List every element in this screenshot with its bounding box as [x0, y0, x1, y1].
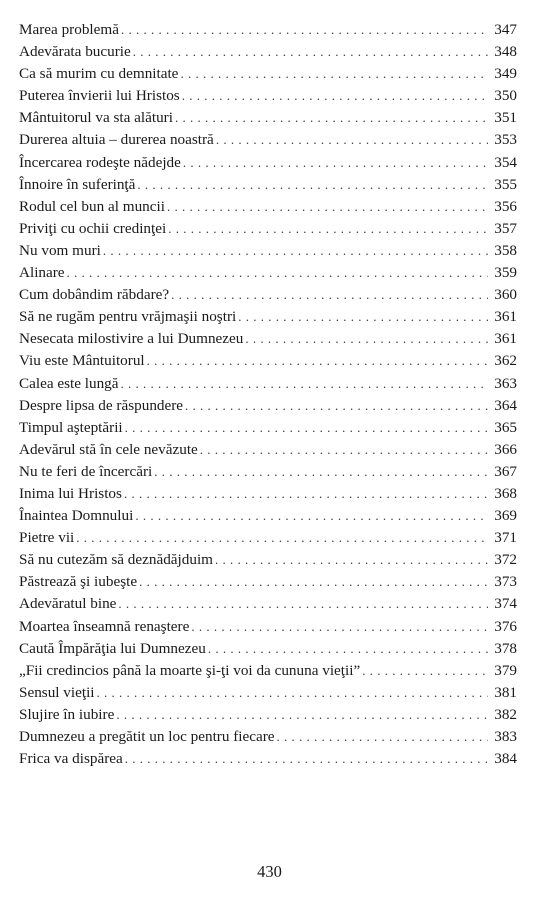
toc-entry[interactable]	[19, 748, 517, 770]
toc-entry-title: Ca să murim cu demnitate	[19, 65, 179, 83]
toc-entry-page: 371	[494, 529, 517, 547]
toc-entry-title: Înnoire în suferinţă	[19, 175, 136, 193]
dot-leader	[154, 461, 488, 483]
toc-entry-title: Adevăratul bine	[19, 595, 117, 613]
toc-entry-page: 361	[494, 308, 517, 326]
toc-entry-page: 383	[494, 728, 517, 745]
toc-entry[interactable]	[19, 660, 517, 682]
toc-entry[interactable]	[19, 262, 517, 284]
toc-entry-page: 363	[494, 374, 517, 392]
toc-entry-page: 378	[494, 639, 517, 657]
toc-entry-title: Marea problemă	[19, 21, 119, 38]
toc-entry-title: Moartea înseamnă renaştere	[19, 617, 190, 635]
dot-leader	[245, 328, 488, 350]
toc-entry-page: 353	[494, 131, 517, 149]
toc-entry-page: 361	[494, 330, 517, 348]
dot-leader	[103, 240, 488, 262]
toc-entry-title: Puterea învierii lui Hristos	[19, 87, 180, 105]
toc-entry-title: Despre lipsa de răspundere	[19, 396, 184, 414]
toc-entry-title: Dumnezeu a pregătit un loc pentru fiecare	[19, 728, 275, 745]
toc-entry-page: 384	[494, 750, 517, 768]
dot-leader	[167, 196, 488, 218]
toc-entry[interactable]	[19, 284, 517, 306]
toc-entry[interactable]	[19, 306, 517, 328]
dot-leader	[216, 129, 488, 151]
dot-leader	[180, 63, 488, 85]
toc-entry-page: 358	[494, 241, 517, 259]
toc-entry-title: Nu te feri de încercări	[19, 462, 153, 480]
toc-entry[interactable]	[19, 616, 517, 638]
toc-entry-page: 360	[494, 286, 517, 304]
dot-leader	[175, 107, 488, 129]
dot-leader	[185, 395, 488, 417]
toc-entry-title: Adevărul stă în cele nevăzute	[19, 440, 198, 458]
dot-leader	[67, 262, 488, 284]
toc-entry[interactable]	[19, 328, 517, 350]
toc-entry-page: 355	[494, 175, 517, 193]
toc-entry[interactable]	[19, 85, 517, 107]
toc-entry-page: 367	[494, 462, 517, 480]
toc-entry-page: 365	[494, 418, 517, 436]
dot-leader	[118, 593, 488, 615]
toc-entry[interactable]	[19, 593, 517, 615]
toc-entry-title: Nu vom muri	[19, 241, 101, 259]
dot-leader	[125, 417, 488, 439]
toc-entry[interactable]	[19, 41, 517, 63]
toc-entry-title: Durerea altuia – durerea noastră	[19, 131, 214, 149]
toc-entry-title: Timpul aşteptării	[19, 418, 123, 436]
dot-leader	[183, 152, 488, 174]
dot-leader	[76, 527, 488, 549]
toc-entry[interactable]	[19, 704, 517, 726]
toc-entry-title: Încercarea rodeşte nădejde	[19, 153, 181, 171]
toc-entry[interactable]	[19, 19, 517, 41]
dot-leader	[191, 616, 488, 638]
toc-entry-title: Sensul vieţii	[19, 683, 95, 701]
toc-entry[interactable]	[19, 63, 517, 85]
toc-entry-page: 357	[494, 219, 517, 237]
dot-leader	[208, 638, 488, 660]
dot-leader	[215, 549, 488, 571]
dot-leader	[97, 682, 488, 704]
toc-entry-title: Cum dobândim răbdare?	[19, 286, 170, 304]
toc-entry-title: Adevărata bucurie	[19, 43, 131, 61]
toc-entry[interactable]	[19, 196, 517, 218]
toc-entry-title: Să nu cutezăm să deznădăjduim	[19, 551, 213, 569]
dot-leader	[182, 85, 488, 107]
toc-entry-page: 381	[494, 683, 517, 701]
toc-entry-page: 376	[494, 617, 517, 635]
dot-leader	[238, 306, 488, 328]
toc-entry-title: Rodul cel bun al muncii	[19, 197, 165, 215]
toc-entry[interactable]	[19, 395, 517, 417]
dot-leader	[121, 373, 488, 395]
dot-leader	[124, 483, 488, 505]
toc-entry-title: Pietre vii	[19, 529, 75, 547]
toc-entry[interactable]	[19, 549, 517, 571]
toc-entry[interactable]	[19, 461, 517, 483]
toc-entry-title: Calea este lungă	[19, 374, 119, 392]
toc-entry-title: Viu este Mântuitorul	[19, 352, 145, 370]
toc-entry[interactable]	[19, 505, 517, 527]
toc-entry-page: 347	[494, 21, 517, 38]
page-number: 430	[257, 862, 282, 881]
toc-entry[interactable]	[19, 129, 517, 151]
toc-entry-page: 349	[494, 65, 517, 83]
toc-entry[interactable]	[19, 174, 517, 196]
toc-entry-title: Frica va dispărea	[19, 750, 123, 768]
toc-entry[interactable]	[19, 107, 517, 129]
toc-entry-page: 354	[494, 153, 517, 171]
toc-entry-page: 368	[494, 484, 517, 502]
dot-leader	[362, 660, 488, 682]
toc-entry-page: 366	[494, 440, 517, 458]
toc-entry-page: 372	[494, 551, 517, 569]
toc-entry[interactable]	[19, 638, 517, 660]
toc-entry[interactable]	[19, 527, 517, 549]
toc-entry[interactable]	[19, 152, 517, 174]
toc-entry[interactable]	[19, 483, 517, 505]
toc-entry[interactable]	[19, 417, 517, 439]
dot-leader	[139, 571, 488, 593]
toc-entry-page: 379	[494, 661, 517, 679]
toc-entry-title: Păstrează şi iubeşte	[19, 573, 138, 591]
toc-entry-page: 373	[494, 573, 517, 591]
toc-entry[interactable]	[19, 240, 517, 262]
dot-leader	[133, 41, 488, 63]
dot-leader	[277, 726, 488, 748]
dot-leader	[147, 350, 488, 372]
toc-entry-page: 348	[494, 43, 517, 61]
toc-entry-title: Nesecata milostivire a lui Dumnezeu	[19, 330, 244, 348]
toc-entry[interactable]	[19, 571, 517, 593]
toc-entry-page: 356	[494, 197, 517, 215]
toc-entry[interactable]	[19, 726, 517, 748]
toc-entry-page: 351	[494, 109, 517, 127]
toc-entry[interactable]	[19, 350, 517, 372]
toc-entry[interactable]	[19, 218, 517, 240]
dot-leader	[125, 748, 488, 770]
toc-entry-title: Caută Împărăţia lui Dumnezeu	[19, 639, 206, 657]
toc-entry[interactable]	[19, 373, 517, 395]
dot-leader	[116, 704, 488, 726]
dot-leader	[200, 439, 488, 461]
toc-entry[interactable]	[19, 682, 517, 704]
toc-entry-title: Priviţi cu ochii credinţei	[19, 219, 167, 237]
toc-entry-title: „Fii credincios până la moarte şi-ţi voi da cununa vieţii”	[19, 661, 361, 679]
toc-entry-page: 364	[494, 396, 517, 414]
toc-entry-page: 374	[494, 595, 517, 613]
toc-entry[interactable]	[19, 439, 517, 461]
dot-leader	[168, 218, 488, 240]
toc-entry-page: 359	[494, 264, 517, 282]
dot-leader	[135, 505, 488, 527]
toc-entry-page: 369	[494, 507, 517, 525]
toc-entry-page: 350	[494, 87, 517, 105]
dot-leader	[137, 174, 488, 196]
dot-leader	[171, 284, 488, 306]
table-of-contents	[19, 19, 517, 770]
toc-entry-page: 382	[494, 705, 517, 723]
toc-entry-title: Slujire în iubire	[19, 705, 115, 723]
toc-entry-title: Mântuitorul va sta alături	[19, 109, 173, 127]
dot-leader	[121, 19, 488, 41]
toc-entry-title: Să ne rugăm pentru vrăjmaşii noştri	[19, 308, 237, 326]
toc-entry-title: Inima lui Hristos	[19, 484, 122, 502]
toc-entry-page: 362	[494, 352, 517, 370]
toc-entry-title: Înaintea Domnului	[19, 507, 134, 525]
toc-entry-title: Alinare	[19, 264, 65, 282]
